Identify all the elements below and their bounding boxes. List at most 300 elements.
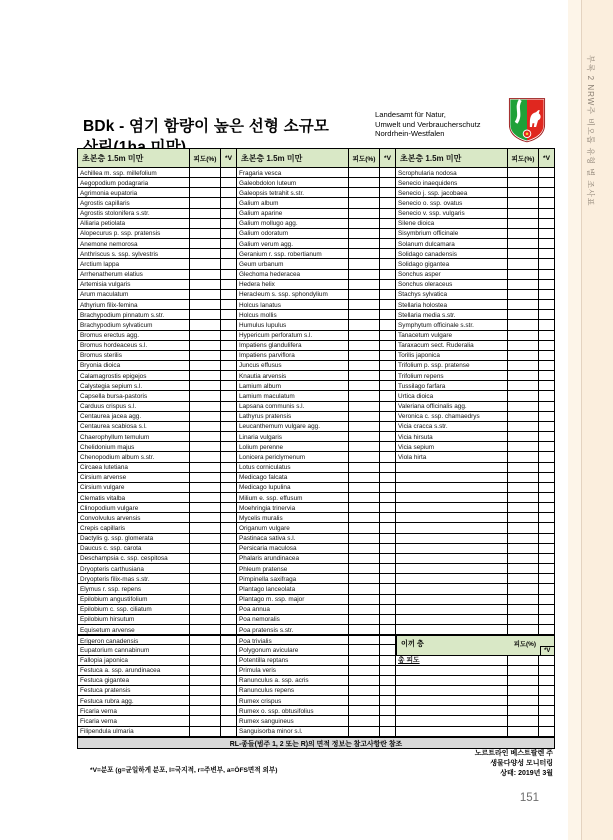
v-value-cell [539,513,554,523]
v-value-cell [539,209,554,219]
table-row [396,259,554,269]
species-name-cell: Vicia hirsuta [396,432,508,442]
cover-value-cell [508,300,539,310]
table-row [237,341,395,351]
table-row [237,178,395,188]
species-name-cell: Medicago lupulina [237,483,349,493]
v-value-cell [221,198,236,208]
cover-value-cell [190,686,221,696]
v-value-cell [380,351,395,361]
species-name-cell: Chelidonium majus [78,442,190,452]
table-row [78,645,236,655]
v-value-cell [380,503,395,513]
v-value-cell [539,341,554,351]
cover-value-cell [349,412,380,422]
cover-value-cell [508,361,539,371]
v-value-cell [539,574,554,584]
table-row [78,513,236,523]
v-value-cell [221,615,236,625]
table-row [396,198,554,208]
v-value-cell [380,666,395,676]
v-value-cell [539,523,554,533]
v-value-cell [539,503,554,513]
footer-right-block [475,749,553,779]
species-name-cell [396,595,508,605]
species-name-cell: Festuca pratensis [78,686,190,696]
cover-value-cell [190,371,221,381]
v-value-cell [539,310,554,320]
v-value-cell [221,503,236,513]
v-value-cell [221,249,236,259]
v-value-cell [380,473,395,483]
species-name-cell: Rumex sanguineus [237,716,349,726]
species-name-cell: Stellaria media s.str. [396,310,508,320]
species-name-cell: Phalaris arundinacea [237,554,349,564]
table-row [237,463,395,473]
table-row [396,442,554,452]
v-value-cell [539,249,554,259]
cover-value-cell [508,493,539,503]
total-cover-label: 총 피도 [398,657,420,664]
cover-value-cell [508,290,539,300]
cover-value-cell [190,574,221,584]
species-name-cell: Brachypodium pinnatum s.str. [78,310,190,320]
species-name-cell: Ficaria verna [78,716,190,726]
species-name-cell: Tussilago farfara [396,381,508,391]
v-value-cell [380,645,395,655]
species-name-cell: Daucus c. ssp. carota [78,544,190,554]
v-value-cell [380,523,395,533]
v-value-cell [221,432,236,442]
table-row [237,513,395,523]
header-species-label: 초본층 1.5m 미만 [396,149,508,167]
species-name-cell: Lonicera periclymenum [237,452,349,462]
v-value-cell [221,574,236,584]
cover-value-cell [190,463,221,473]
table-row [78,198,236,208]
species-name-cell: Lapsana communis s.l. [237,402,349,412]
species-name-cell: Heracleum s. ssp. sphondylium [237,290,349,300]
species-name-cell: Poa annua [237,605,349,615]
moss-layer-header [396,635,554,655]
v-value-cell [380,229,395,239]
v-value-cell [380,290,395,300]
v-value-cell [380,584,395,594]
cover-value-cell [508,331,539,341]
table-row [396,706,554,716]
species-name-cell [396,483,508,493]
table-row [237,442,395,452]
table-row [237,554,395,564]
cover-value-cell [190,188,221,198]
table-row [237,645,395,655]
cover-value-cell [349,544,380,554]
table-row [396,310,554,320]
v-value-cell [221,300,236,310]
v-value-cell [221,513,236,523]
table-row [237,635,395,645]
table-row [396,656,554,666]
cover-value-cell [190,229,221,239]
table-row [78,656,236,666]
species-name-cell: Pastinaca sativa s.l. [237,534,349,544]
table-row [396,564,554,574]
cover-value-cell [508,676,539,686]
cover-value-cell [508,198,539,208]
species-name-cell: Centaurea scabiosa s.l. [78,422,190,432]
cover-value-cell [349,605,380,615]
species-name-cell: Lamium album [237,381,349,391]
v-value-cell [539,412,554,422]
species-name-cell [396,574,508,584]
v-value-cell [221,290,236,300]
cover-value-cell [190,452,221,462]
v-value-cell [221,605,236,615]
species-name-cell: Sonchus asper [396,270,508,280]
table-row [78,361,236,371]
table-row [78,168,236,178]
table-row [237,473,395,483]
table-row [78,534,236,544]
v-value-cell [539,534,554,544]
table-row [78,300,236,310]
table-row [237,716,395,726]
cover-value-cell [508,442,539,452]
species-name-cell: Stellaria holostea [396,300,508,310]
table-row [396,686,554,696]
table-row [237,249,395,259]
table-row [78,341,236,351]
v-value-cell [539,290,554,300]
cover-value-cell [349,259,380,269]
table-row [396,381,554,391]
species-name-cell: Rumex crispus [237,696,349,706]
cover-value-cell [190,249,221,259]
cover-value-cell [508,696,539,706]
species-name-cell [396,544,508,554]
moss-layer-title: 이끼 층 [401,639,424,649]
cover-value-cell [349,523,380,533]
table-row [396,493,554,503]
header-cover-label: 피도(%) [190,149,221,167]
cover-value-cell [190,666,221,676]
table-row [78,270,236,280]
species-name-cell: Brachypodium sylvaticum [78,320,190,330]
species-name-cell: Artemisia vulgaris [78,280,190,290]
cover-value-cell [508,564,539,574]
species-name-cell: Impatiens glandulifera [237,341,349,351]
species-name-cell: Galium verum agg. [237,239,349,249]
cover-value-cell [508,219,539,229]
cover-value-cell [508,341,539,351]
table-row [78,483,236,493]
species-name-cell: Rumex o. ssp. obtusifolius [237,706,349,716]
table-row [237,452,395,462]
species-name-cell: Epilobium angustifolium [78,595,190,605]
table-row [237,544,395,554]
cover-value-cell [190,270,221,280]
species-name-cell: Urtica dioica [396,391,508,401]
table-row [78,188,236,198]
cover-value-cell [349,625,380,635]
species-name-cell [396,503,508,513]
v-value-cell [221,696,236,706]
species-name-cell: Valeriana officinalis agg. [396,402,508,412]
species-name-cell: Lotus corniculatus [237,463,349,473]
table-row [237,371,395,381]
v-value-cell [221,727,236,737]
table-row [237,300,395,310]
species-name-cell: Solidago gigantea [396,259,508,269]
table-row [78,716,236,726]
v-value-cell [380,463,395,473]
v-value-cell [539,188,554,198]
species-name-cell: Cirsium arvense [78,473,190,483]
v-value-cell [380,320,395,330]
species-name-cell: Juncus effusus [237,361,349,371]
v-value-cell [380,259,395,269]
table-row [78,574,236,584]
table-row [237,676,395,686]
cover-value-cell [508,209,539,219]
species-name-cell [396,666,508,676]
header-species-label: 초본층 1.5m 미만 [78,149,190,167]
species-name-cell: Poa trivialis [237,636,349,645]
table-row [78,290,236,300]
table-row [237,331,395,341]
v-value-cell [539,432,554,442]
cover-value-cell [508,259,539,269]
v-value-cell [380,391,395,401]
species-name-cell: Athyrium filix-femina [78,300,190,310]
table-row [396,483,554,493]
v-value-cell [221,676,236,686]
species-name-cell: Carduus crispus s.l. [78,402,190,412]
table-row [237,584,395,594]
table-row [396,615,554,625]
table-row [237,198,395,208]
v-value-cell [539,463,554,473]
moss-cover-label: 피도(%) [513,641,536,649]
v-value-cell [380,178,395,188]
species-name-cell: Poa pratensis s.str. [237,625,349,635]
cover-value-cell [508,473,539,483]
table-row [78,706,236,716]
table-row [78,554,236,564]
v-value-cell [380,219,395,229]
cover-value-cell [349,645,380,655]
table-row [78,351,236,361]
species-name-cell: Origanum vulgare [237,523,349,533]
species-name-cell: Silene dioica [396,219,508,229]
cover-value-cell [349,513,380,523]
table-row [396,554,554,564]
table-row [78,564,236,574]
cover-value-cell [508,584,539,594]
cover-value-cell [508,229,539,239]
species-name-cell [396,564,508,574]
footer-program-line: 생물다양성 모니터링 [490,760,553,767]
table-row [78,280,236,290]
table-row [78,544,236,554]
species-name-cell: Deschampsia c. ssp. cespitosa [78,554,190,564]
cover-value-cell [508,513,539,523]
cover-value-cell [508,463,539,473]
cover-value-cell [508,371,539,381]
table-row [78,219,236,229]
cover-value-cell [508,706,539,716]
cover-value-cell [190,331,221,341]
cover-value-cell [349,280,380,290]
cover-value-cell [508,686,539,696]
v-value-cell [539,706,554,716]
v-value-cell [221,706,236,716]
table-row [78,676,236,686]
v-value-cell [380,300,395,310]
cover-value-cell [190,391,221,401]
v-value-cell [221,320,236,330]
v-value-cell [380,656,395,666]
table-row [78,523,236,533]
species-name-cell: Geum urbanum [237,259,349,269]
cover-value-cell [349,371,380,381]
cover-value-cell [349,290,380,300]
table-row [237,310,395,320]
cover-value-cell [508,666,539,676]
table-row [396,371,554,381]
v-value-cell [380,361,395,371]
species-name-cell: Bryonia dioica [78,361,190,371]
v-value-cell [380,432,395,442]
species-name-cell: Galium odoratum [237,229,349,239]
species-name-cell: Milium e. ssp. effusum [237,493,349,503]
cover-value-cell [349,463,380,473]
v-value-cell [380,727,395,737]
v-value-cell [380,310,395,320]
cover-value-cell [190,706,221,716]
cover-value-cell [349,676,380,686]
species-name-cell: Humulus lupulus [237,320,349,330]
table-row [78,331,236,341]
cover-value-cell [349,452,380,462]
table-row [78,605,236,615]
species-name-cell: Veronica c. ssp. chamaedrys [396,412,508,422]
species-name-cell: Trifolium repens [396,371,508,381]
header-species-label: 초본층 1.5m 미만 [237,149,349,167]
species-name-cell [396,534,508,544]
species-name-cell: Persicaria maculosa [237,544,349,554]
table-row [396,391,554,401]
table-row [237,666,395,676]
species-name-cell: Chaerophyllum temulum [78,432,190,442]
species-name-cell: Senecio j. ssp. jacobaea [396,188,508,198]
cover-value-cell [349,310,380,320]
table-row [237,625,395,635]
species-name-cell [396,625,508,635]
v-value-cell [221,584,236,594]
table-row [78,229,236,239]
cover-value-cell [349,188,380,198]
v-value-cell [539,716,554,726]
cover-value-cell [349,239,380,249]
table-row [396,249,554,259]
v-value-cell [539,595,554,605]
cover-value-cell [190,320,221,330]
v-value-cell [221,544,236,554]
table-row [78,615,236,625]
table-row [78,259,236,269]
v-value-cell [539,442,554,452]
cover-value-cell [349,391,380,401]
cover-value-cell [508,544,539,554]
species-name-cell: Trifolium p. ssp. pratense [396,361,508,371]
cover-value-cell [349,584,380,594]
cover-value-cell [349,422,380,432]
table-row [78,239,236,249]
table-row [237,493,395,503]
cover-value-cell [508,534,539,544]
species-name-cell [396,523,508,533]
v-value-cell [539,493,554,503]
cover-value-cell [508,249,539,259]
v-value-cell [221,523,236,533]
species-name-cell: Bromus erectus agg. [78,331,190,341]
v-legend-footnote: *V=분포 (g=균일하게 분포, l=국지적, r=주변부, a=ÖFS면적 외부) [90,767,278,774]
v-value-cell [221,716,236,726]
page-number: 151 [519,792,539,804]
v-value-cell [221,229,236,239]
species-name-cell: Alopecurus p. ssp. pratensis [78,229,190,239]
cover-value-cell [349,554,380,564]
v-value-cell [380,696,395,706]
cover-value-cell [190,716,221,726]
table-row [237,574,395,584]
cover-value-cell [508,239,539,249]
cover-value-cell [190,351,221,361]
v-value-cell [539,391,554,401]
footer-status-line: 상태: 2019년 3월 [500,770,553,777]
v-value-cell [221,168,236,178]
table-row [396,239,554,249]
table-row [396,422,554,432]
table-row [396,341,554,351]
page-title-line1: BDk - 염기 함량이 높은 선형 소규모 [83,118,330,135]
species-name-cell: Festuca a. ssp. arundinacea [78,666,190,676]
table-header-row [237,149,395,168]
species-name-cell: Holcus mollis [237,310,349,320]
v-value-cell [221,361,236,371]
cover-value-cell [190,584,221,594]
v-value-cell [539,259,554,269]
cover-value-cell [349,656,380,666]
species-name-cell: Fragaria vesca [237,168,349,178]
v-value-cell [221,442,236,452]
cover-value-cell [349,595,380,605]
cover-value-cell [190,554,221,564]
cover-value-cell [349,331,380,341]
table-row [396,270,554,280]
table-row [78,463,236,473]
table-row [396,676,554,686]
table-row [237,229,395,239]
cover-value-cell [349,341,380,351]
species-name-cell [396,615,508,625]
species-name-cell: Chenopodium album s.str. [78,452,190,462]
species-name-cell: Plantago lanceolata [237,584,349,594]
species-name-cell: Arum maculatum [78,290,190,300]
v-value-cell [221,422,236,432]
species-name-cell [396,584,508,594]
